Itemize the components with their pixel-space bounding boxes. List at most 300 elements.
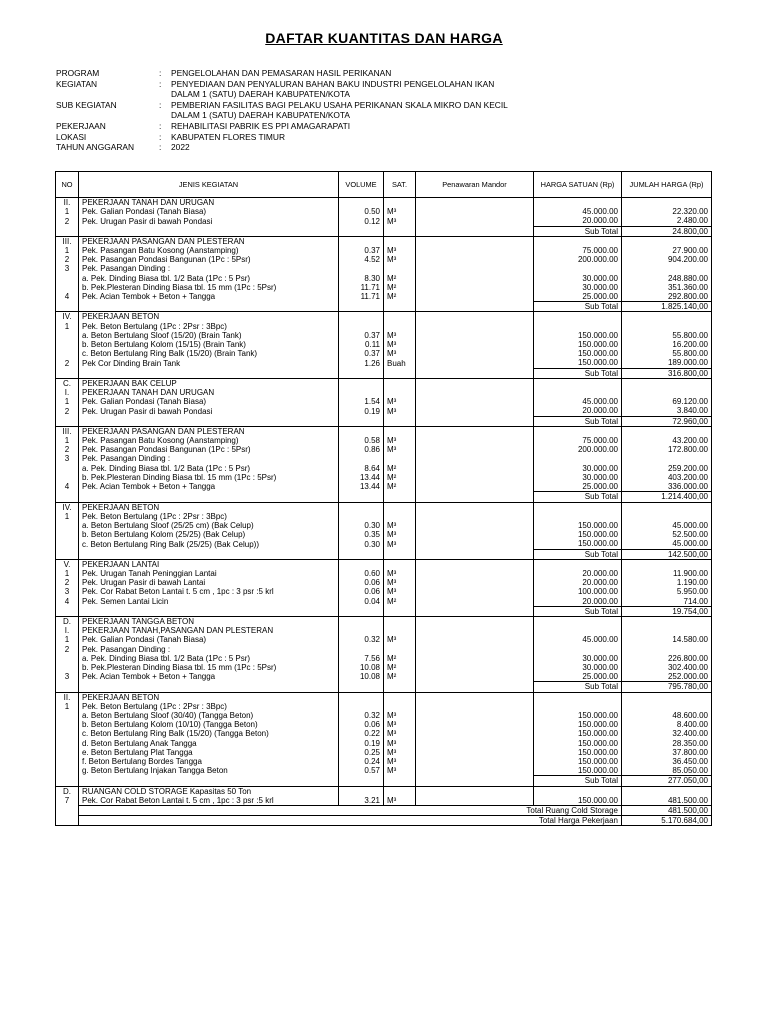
row-unit-price: 150.000.00: [534, 331, 622, 340]
empty-cell: [339, 682, 384, 692]
row-penawaran: [416, 331, 534, 340]
row-unit: [384, 322, 416, 331]
table-row: [56, 645, 712, 654]
row-unit: M³: [384, 539, 416, 549]
table-row: [56, 406, 712, 416]
subtotal-value: 795.780,00: [622, 682, 712, 692]
row-no: 4: [56, 482, 79, 492]
table-row: [56, 216, 712, 226]
row-unit: M³: [384, 739, 416, 748]
row-description: g. Beton Bertulang Injakan Tangga Beton: [79, 766, 339, 776]
row-volume: 1.26: [339, 358, 384, 368]
table-row: [56, 729, 712, 738]
meta-key: TAHUN ANGGARAN: [56, 142, 135, 153]
row-description: b. Pek.Plesteran Dinding Biasa tbl. 15 mm (1Pc : 5Psr): [79, 663, 339, 672]
row-description: Pek. Pasangan Dinding :: [79, 454, 339, 463]
row-total: 302.400.00: [622, 663, 712, 672]
table-row: [56, 473, 712, 482]
row-penawaran: [416, 292, 534, 302]
empty-cell: [79, 549, 339, 559]
row-total: 22.320.00: [622, 207, 712, 216]
empty-cell: [384, 606, 416, 616]
row-unit: M³: [384, 521, 416, 530]
row-no: 1: [56, 436, 79, 445]
row-volume: [339, 645, 384, 654]
row-volume: 1.54: [339, 397, 384, 406]
row-penawaran: [416, 672, 534, 682]
meta-row: [56, 89, 736, 100]
row-penawaran: [416, 796, 534, 806]
row-volume: 0.32: [339, 711, 384, 720]
empty-cell: [416, 692, 534, 702]
row-penawaran: [416, 757, 534, 766]
empty-cell: [416, 302, 534, 312]
empty-cell: [339, 776, 384, 786]
empty-cell: [339, 502, 384, 512]
row-no: IV.: [56, 312, 79, 322]
subtotal-row: [56, 416, 712, 426]
empty-cell: [622, 692, 712, 702]
row-volume: [339, 322, 384, 331]
row-description: a. Beton Bertulang Sloof (25/25 cm) (Bak Celup): [79, 521, 339, 530]
row-volume: 0.86: [339, 445, 384, 454]
table-row: [56, 597, 712, 607]
row-no: 2: [56, 358, 79, 368]
table-row: [56, 711, 712, 720]
row-penawaran: [416, 597, 534, 607]
row-no: [56, 464, 79, 473]
row-unit-price: 20.000.00: [534, 569, 622, 578]
row-no: II.: [56, 692, 79, 702]
row-unit-price: [534, 264, 622, 273]
row-volume: 0.37: [339, 349, 384, 358]
row-volume: 8.64: [339, 464, 384, 473]
row-volume: 0.22: [339, 729, 384, 738]
empty-cell: [534, 426, 622, 436]
empty-cell: [384, 368, 416, 378]
empty-cell: [416, 776, 534, 786]
meta-row: [56, 142, 736, 153]
row-unit-price: [534, 322, 622, 331]
header-harga-satuan: HARGA SATUAN (Rp): [534, 172, 622, 198]
empty-cell: [416, 786, 534, 796]
row-description: PEKERJAAN PASANGAN DAN PLESTERAN: [79, 236, 339, 246]
row-no: 1: [56, 207, 79, 216]
empty-cell: [622, 198, 712, 208]
row-description: PEKERJAAN LANTAI: [79, 559, 339, 569]
empty-cell: [79, 682, 339, 692]
empty-cell: [339, 692, 384, 702]
row-unit: M³: [384, 349, 416, 358]
row-unit: M³: [384, 796, 416, 806]
row-volume: [339, 264, 384, 273]
row-volume: 0.06: [339, 587, 384, 596]
row-volume: 0.11: [339, 340, 384, 349]
row-description: Pek. Urugan Tanah Peninggian Lantai: [79, 569, 339, 578]
empty-cell: [384, 502, 416, 512]
row-no: [56, 739, 79, 748]
table-header-row: [56, 172, 712, 198]
empty-cell: [339, 559, 384, 569]
row-penawaran: [416, 322, 534, 331]
row-penawaran: [416, 388, 534, 397]
table-row: [56, 349, 712, 358]
grand-total-label: Total Ruang Cold Storage: [79, 806, 622, 816]
row-volume: [339, 512, 384, 521]
row-description: PEKERJAAN TANGGA BETON: [79, 616, 339, 626]
row-total: 27.900.00: [622, 246, 712, 255]
meta-row: [56, 110, 736, 121]
table-row: [56, 720, 712, 729]
empty-cell: [339, 492, 384, 502]
empty-cell: [384, 682, 416, 692]
empty-cell: [339, 426, 384, 436]
row-unit: M²: [384, 597, 416, 607]
meta-value: DALAM 1 (SATU) DAERAH KABUPATEN/KOTA: [171, 89, 351, 100]
row-unit: [384, 512, 416, 521]
row-penawaran: [416, 720, 534, 729]
row-unit-price: [534, 626, 622, 635]
meta-key: [56, 110, 159, 121]
row-penawaran: [416, 216, 534, 226]
row-description: c. Beton Bertulang Ring Balk (15/20) (Tangga Beton): [79, 729, 339, 738]
empty-cell: [534, 378, 622, 388]
row-no: 3: [56, 672, 79, 682]
row-description: Pek. Pasangan Dinding :: [79, 264, 339, 273]
row-description: Pek. Urugan Pasir di bawah Pondasi: [79, 406, 339, 416]
table-row: [56, 255, 712, 264]
row-no: 2: [56, 445, 79, 454]
row-description: d. Beton Bertulang Anak Tangga: [79, 739, 339, 748]
empty-cell: [416, 236, 534, 246]
row-no: [56, 720, 79, 729]
empty-cell: [622, 426, 712, 436]
row-unit-price: 150.000.00: [534, 358, 622, 368]
subtotal-label: Sub Total: [534, 416, 622, 426]
row-unit: Buah: [384, 358, 416, 368]
row-no: [56, 748, 79, 757]
row-penawaran: [416, 578, 534, 587]
meta-colon: :: [159, 78, 162, 89]
table-row: [56, 388, 712, 397]
empty-cell: [339, 378, 384, 388]
empty-cell: [339, 416, 384, 426]
subtotal-row: [56, 606, 712, 616]
row-volume: 0.12: [339, 216, 384, 226]
row-total: [622, 645, 712, 654]
section-header-row: [56, 426, 712, 436]
row-volume: [339, 626, 384, 635]
row-total: [622, 454, 712, 463]
row-penawaran: [416, 473, 534, 482]
row-volume: 10.08: [339, 663, 384, 672]
meta-value: DALAM 1 (SATU) DAERAH KABUPATEN/KOTA: [171, 110, 351, 121]
table-row: [56, 274, 712, 283]
row-description: PEKERJAAN BETON: [79, 312, 339, 322]
subtotal-label: Sub Total: [534, 226, 622, 236]
row-penawaran: [416, 464, 534, 473]
row-total: 28.350.00: [622, 739, 712, 748]
row-unit-price: 45.000.00: [534, 635, 622, 644]
row-unit-price: 45.000.00: [534, 207, 622, 216]
row-total: 172.800.00: [622, 445, 712, 454]
meta-colon: :: [159, 120, 162, 131]
empty-cell: [79, 492, 339, 502]
meta-key: SUB KEGIATAN: [56, 99, 117, 110]
table-row: [56, 702, 712, 711]
row-penawaran: [416, 454, 534, 463]
row-description: b. Beton Bertulang Kolom (10/10) (Tangga Beton): [79, 720, 339, 729]
row-no: D.: [56, 616, 79, 626]
table-row: [56, 445, 712, 454]
row-unit: M³: [384, 711, 416, 720]
meta-value: PEMBERIAN FASILITAS BAGI PELAKU USAHA PERIKANAN SKALA MIKRO DAN KECIL: [171, 99, 508, 110]
row-unit-price: 75.000.00: [534, 246, 622, 255]
row-description: Pek. Acian Tembok + Beton + Tangga: [79, 292, 339, 302]
table-row: [56, 578, 712, 587]
row-no: C.: [56, 378, 79, 388]
row-penawaran: [416, 663, 534, 672]
row-total: 45.000.00: [622, 539, 712, 549]
row-penawaran: [416, 274, 534, 283]
empty-cell: [416, 226, 534, 236]
row-description: Pek. Urugan Pasir di bawah Pondasi: [79, 216, 339, 226]
row-no: [56, 711, 79, 720]
empty-cell: [384, 312, 416, 322]
row-volume: 3.21: [339, 796, 384, 806]
row-total: 1.190.00: [622, 578, 712, 587]
row-no: [56, 766, 79, 776]
row-description: PEKERJAAN TANAH DAN URUGAN: [79, 198, 339, 208]
subtotal-value: 277.050,00: [622, 776, 712, 786]
table-row: [56, 757, 712, 766]
row-no: [56, 530, 79, 539]
row-unit-price: 150.000.00: [534, 539, 622, 549]
empty-cell: [79, 226, 339, 236]
row-unit: [384, 626, 416, 635]
empty-cell: [56, 416, 79, 426]
meta-value: REHABILITASI PABRIK ES PPI AMAGARAPATI: [171, 120, 351, 131]
empty-cell: [384, 549, 416, 559]
row-unit-price: 20.000.00: [534, 216, 622, 226]
row-total: 403.200.00: [622, 473, 712, 482]
row-penawaran: [416, 406, 534, 416]
row-volume: 0.58: [339, 436, 384, 445]
subtotal-value: 24.800,00: [622, 226, 712, 236]
subtotal-value: 19.754,00: [622, 606, 712, 616]
row-description: Pek. Urugan Pasir di bawah Lantai: [79, 578, 339, 587]
row-no: 1: [56, 569, 79, 578]
row-no: [56, 283, 79, 292]
row-unit: [384, 702, 416, 711]
empty-cell: [534, 616, 622, 626]
row-unit-price: 75.000.00: [534, 436, 622, 445]
row-unit: [384, 454, 416, 463]
row-description: c. Beton Bertulang Ring Balk (15/20) (Brain Tank): [79, 349, 339, 358]
row-no: 1: [56, 246, 79, 255]
subtotal-row: [56, 492, 712, 502]
empty-cell: [416, 606, 534, 616]
row-total: [622, 264, 712, 273]
table-row: [56, 358, 712, 368]
grand-total-label: Total Harga Pekerjaan: [79, 816, 622, 826]
row-no: 1: [56, 635, 79, 644]
row-description: RUANGAN COLD STORAGE Kapasitas 50 Ton: [79, 786, 339, 796]
row-total: 16.200.00: [622, 340, 712, 349]
row-volume: 0.37: [339, 331, 384, 340]
row-volume: 11.71: [339, 283, 384, 292]
grand-total-value: 5.170.684,00: [622, 816, 712, 826]
row-unit-price: 100.000.00: [534, 587, 622, 596]
row-unit-price: 25.000.00: [534, 672, 622, 682]
row-volume: 0.30: [339, 539, 384, 549]
row-volume: 0.24: [339, 757, 384, 766]
row-unit-price: 20.000.00: [534, 406, 622, 416]
row-total: 37.800.00: [622, 748, 712, 757]
row-unit: M³: [384, 587, 416, 596]
row-no: D.: [56, 786, 79, 796]
empty-cell: [622, 378, 712, 388]
table-row: [56, 292, 712, 302]
row-total: [622, 626, 712, 635]
empty-cell: [622, 312, 712, 322]
row-volume: 13.44: [339, 473, 384, 482]
table-row: [56, 521, 712, 530]
subtotal-row: [56, 368, 712, 378]
row-description: Pek. Galian Pondasi (Tanah Biasa): [79, 207, 339, 216]
row-description: b. Beton Bertulang Kolom (15/15) (Brain Tank): [79, 340, 339, 349]
table-row: [56, 635, 712, 644]
row-penawaran: [416, 645, 534, 654]
grand-total-row: [56, 816, 712, 826]
row-unit-price: [534, 512, 622, 521]
table-row: [56, 331, 712, 340]
subtotal-value: 142.500,00: [622, 549, 712, 559]
row-description: Pek. Galian Pondasi (Tanah Biasa): [79, 635, 339, 644]
row-unit-price: 200.000.00: [534, 445, 622, 454]
section-header-row: [56, 692, 712, 702]
row-volume: [339, 454, 384, 463]
row-total: 259.200.00: [622, 464, 712, 473]
row-no: 2: [56, 578, 79, 587]
row-no: 3: [56, 264, 79, 273]
section-header-row: [56, 786, 712, 796]
row-penawaran: [416, 626, 534, 635]
meta-colon: [159, 89, 171, 100]
empty-cell: [384, 302, 416, 312]
table-row: [56, 530, 712, 539]
meta-key: PROGRAM: [56, 68, 100, 78]
empty-cell: [534, 236, 622, 246]
empty-cell: [416, 198, 534, 208]
row-total: [622, 512, 712, 521]
table-row: [56, 283, 712, 292]
empty-cell: [384, 226, 416, 236]
row-penawaran: [416, 445, 534, 454]
meta-colon: :: [159, 68, 162, 78]
row-no: 2: [56, 406, 79, 416]
empty-cell: [534, 502, 622, 512]
row-description: Pek. Galian Pondasi (Tanah Biasa): [79, 397, 339, 406]
row-unit-price: 30.000.00: [534, 654, 622, 663]
row-volume: 0.50: [339, 207, 384, 216]
row-penawaran: [416, 340, 534, 349]
row-unit: M³: [384, 436, 416, 445]
row-penawaran: [416, 207, 534, 216]
empty-cell: [534, 312, 622, 322]
empty-cell: [622, 786, 712, 796]
row-unit-price: 20.000.00: [534, 597, 622, 607]
table-row: [56, 246, 712, 255]
row-penawaran: [416, 283, 534, 292]
empty-cell: [56, 776, 79, 786]
row-no: [56, 654, 79, 663]
row-unit: [384, 264, 416, 273]
table-row: [56, 539, 712, 549]
table-row: [56, 739, 712, 748]
meta-colon: [159, 110, 171, 121]
bill-of-quantities-table: [55, 171, 712, 826]
row-description: Pek. Pasangan Pondasi Bangunan (1Pc : 5Psr): [79, 255, 339, 264]
row-unit-price: 150.000.00: [534, 796, 622, 806]
subtotal-label: Sub Total: [534, 492, 622, 502]
row-no: 4: [56, 292, 79, 302]
empty-cell: [622, 559, 712, 569]
section-header-row: [56, 616, 712, 626]
row-unit: M³: [384, 766, 416, 776]
empty-cell: [56, 226, 79, 236]
project-info-block: [56, 68, 736, 153]
row-total: 45.000.00: [622, 521, 712, 530]
row-no: [56, 349, 79, 358]
subtotal-label: Sub Total: [534, 302, 622, 312]
empty-cell: [384, 416, 416, 426]
row-total: 36.450.00: [622, 757, 712, 766]
row-unit-price: 20.000.00: [534, 578, 622, 587]
row-unit: M²: [384, 654, 416, 663]
row-no: V.: [56, 559, 79, 569]
empty-cell: [56, 549, 79, 559]
empty-cell: [416, 502, 534, 512]
row-unit-price: 45.000.00: [534, 397, 622, 406]
row-total: 248.880.00: [622, 274, 712, 283]
meta-value: PENYEDIAAN DAN PENYALURAN BAHAN BAKU INDUSTRI PENGELOLAHAN IKAN: [171, 78, 495, 89]
row-no: I.: [56, 388, 79, 397]
meta-key: [56, 89, 159, 100]
empty-cell: [416, 378, 534, 388]
row-total: 11.900.00: [622, 569, 712, 578]
row-penawaran: [416, 711, 534, 720]
row-unit: M³: [384, 729, 416, 738]
empty-cell: [416, 682, 534, 692]
table-row: [56, 654, 712, 663]
row-unit: M²: [384, 473, 416, 482]
row-unit: M²: [384, 283, 416, 292]
row-description: PEKERJAAN TANAH DAN URUGAN: [79, 388, 339, 397]
table-row: [56, 796, 712, 806]
section-header-row: [56, 198, 712, 208]
table-row: [56, 587, 712, 596]
row-unit: [384, 388, 416, 397]
row-total: [622, 322, 712, 331]
row-no: 1: [56, 397, 79, 406]
row-no: 2: [56, 255, 79, 264]
row-penawaran: [416, 766, 534, 776]
empty-cell: [339, 616, 384, 626]
row-unit-price: 30.000.00: [534, 283, 622, 292]
table-row: [56, 322, 712, 331]
empty-cell: [339, 606, 384, 616]
